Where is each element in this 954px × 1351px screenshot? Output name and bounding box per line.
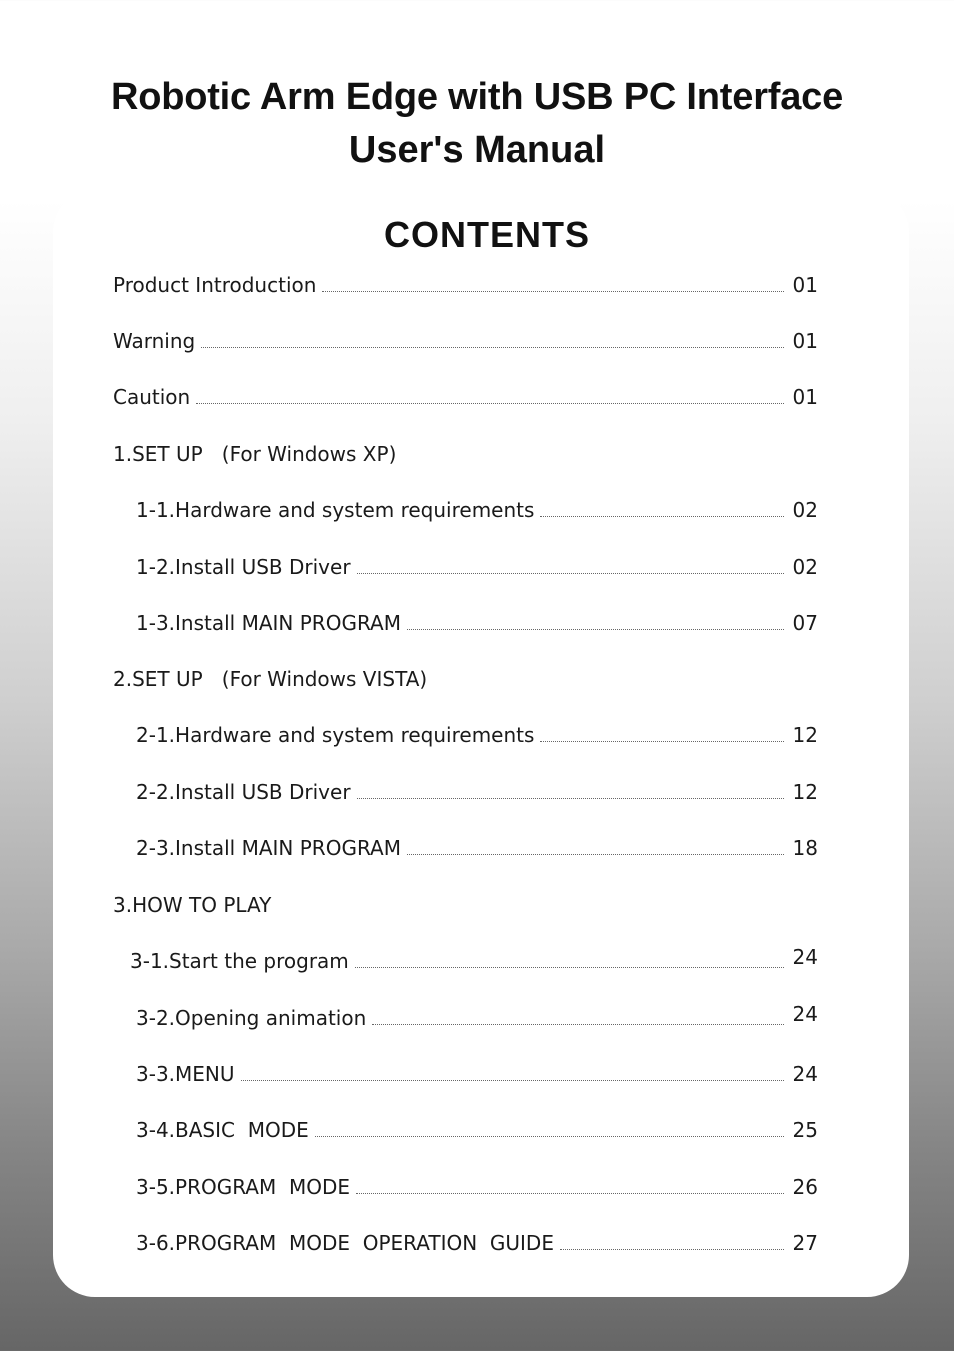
toc-page-number: 02	[792, 555, 818, 579]
toc-page-number: 24	[792, 1062, 818, 1086]
toc-page-number: 12	[792, 780, 818, 804]
toc-label: Caution	[113, 385, 191, 409]
toc-entry-3-3[interactable]	[136, 1053, 818, 1087]
toc-leader-dots	[560, 1248, 784, 1250]
toc-page-number: 24	[792, 1002, 818, 1026]
toc-leader-dots	[540, 740, 784, 742]
toc-entry-product-introduction[interactable]	[113, 264, 818, 298]
toc-leader-dots	[196, 402, 784, 404]
manual-title: Robotic Arm Edge with USB PC Interface	[110, 76, 844, 118]
toc-page-number: 18	[792, 836, 818, 860]
toc-page-number: 12	[792, 723, 818, 747]
toc-entry-3-4[interactable]	[136, 1109, 818, 1143]
toc-leader-dots	[407, 628, 784, 630]
toc-page-number: 01	[792, 273, 818, 297]
toc-entry-2-3[interactable]	[136, 827, 818, 861]
toc-entry-1-3[interactable]	[136, 602, 818, 636]
toc-entry-3-6[interactable]	[136, 1222, 818, 1256]
toc-label: 2-2.Install USB Driver	[136, 780, 351, 804]
toc-section-label: 2.SET UP (For Windows VISTA)	[113, 667, 428, 691]
toc-entry-2-1[interactable]	[136, 714, 818, 748]
toc-page-number: 25	[792, 1118, 818, 1142]
toc-section-how-to-play[interactable]	[113, 884, 818, 918]
toc-section-setup-xp[interactable]	[113, 433, 818, 467]
toc-label: Warning	[113, 329, 196, 353]
contents-heading: CONTENTS	[384, 214, 590, 255]
toc-section-label: 1.SET UP (For Windows XP)	[113, 442, 397, 466]
toc-leader-dots	[357, 572, 784, 574]
toc-label: 3-4.BASIC MODE	[136, 1118, 309, 1142]
toc-label: 3-5.PROGRAM MODE	[136, 1175, 350, 1199]
toc-leader-dots	[407, 853, 784, 855]
toc-page-number: 01	[792, 329, 818, 353]
toc-entry-2-2[interactable]	[136, 771, 818, 805]
toc-leader-dots	[372, 1023, 784, 1025]
manual-subtitle: User's Manual	[348, 129, 606, 171]
toc-label: 3-2.Opening animation	[136, 1006, 367, 1030]
toc-page-number: 27	[792, 1231, 818, 1255]
toc-leader-dots	[540, 515, 784, 517]
toc-leader-dots	[241, 1079, 784, 1081]
toc-page-number: 26	[792, 1175, 818, 1199]
toc-label: 2-1.Hardware and system requirements	[136, 723, 535, 747]
toc-leader-dots	[322, 290, 784, 292]
toc-label: 1-3.Install MAIN PROGRAM	[136, 611, 401, 635]
toc-leader-dots	[315, 1135, 784, 1137]
toc-label: 2-3.Install MAIN PROGRAM	[136, 836, 401, 860]
toc-entry-3-2[interactable]	[136, 997, 818, 1031]
toc-leader-dots	[357, 797, 784, 799]
toc-label: 1-2.Install USB Driver	[136, 555, 351, 579]
toc-label: 3-6.PROGRAM MODE OPERATION GUIDE	[136, 1231, 554, 1255]
toc-label: 1-1.Hardware and system requirements	[136, 498, 535, 522]
toc-label: 3-1.Start the program	[130, 949, 349, 973]
toc-label: 3-3.MENU	[136, 1062, 235, 1086]
toc-entry-1-2[interactable]	[136, 546, 818, 580]
toc-leader-dots	[356, 1192, 784, 1194]
toc-entry-warning[interactable]	[113, 320, 818, 354]
toc-page-number: 24	[792, 945, 818, 969]
toc-leader-dots	[355, 966, 784, 968]
toc-entry-3-1[interactable]	[130, 940, 818, 974]
toc-entry-caution[interactable]	[113, 376, 818, 410]
toc-page-number: 07	[792, 611, 818, 635]
toc-leader-dots	[201, 346, 784, 348]
toc-page-number: 01	[792, 385, 818, 409]
toc-entry-1-1[interactable]	[136, 489, 818, 523]
toc-section-setup-vista[interactable]	[113, 658, 818, 692]
toc-page-number: 02	[792, 498, 818, 522]
toc-label: Product Introduction	[113, 273, 317, 297]
toc-entry-3-5[interactable]	[136, 1166, 818, 1200]
toc-section-label: 3.HOW TO PLAY	[113, 893, 272, 917]
